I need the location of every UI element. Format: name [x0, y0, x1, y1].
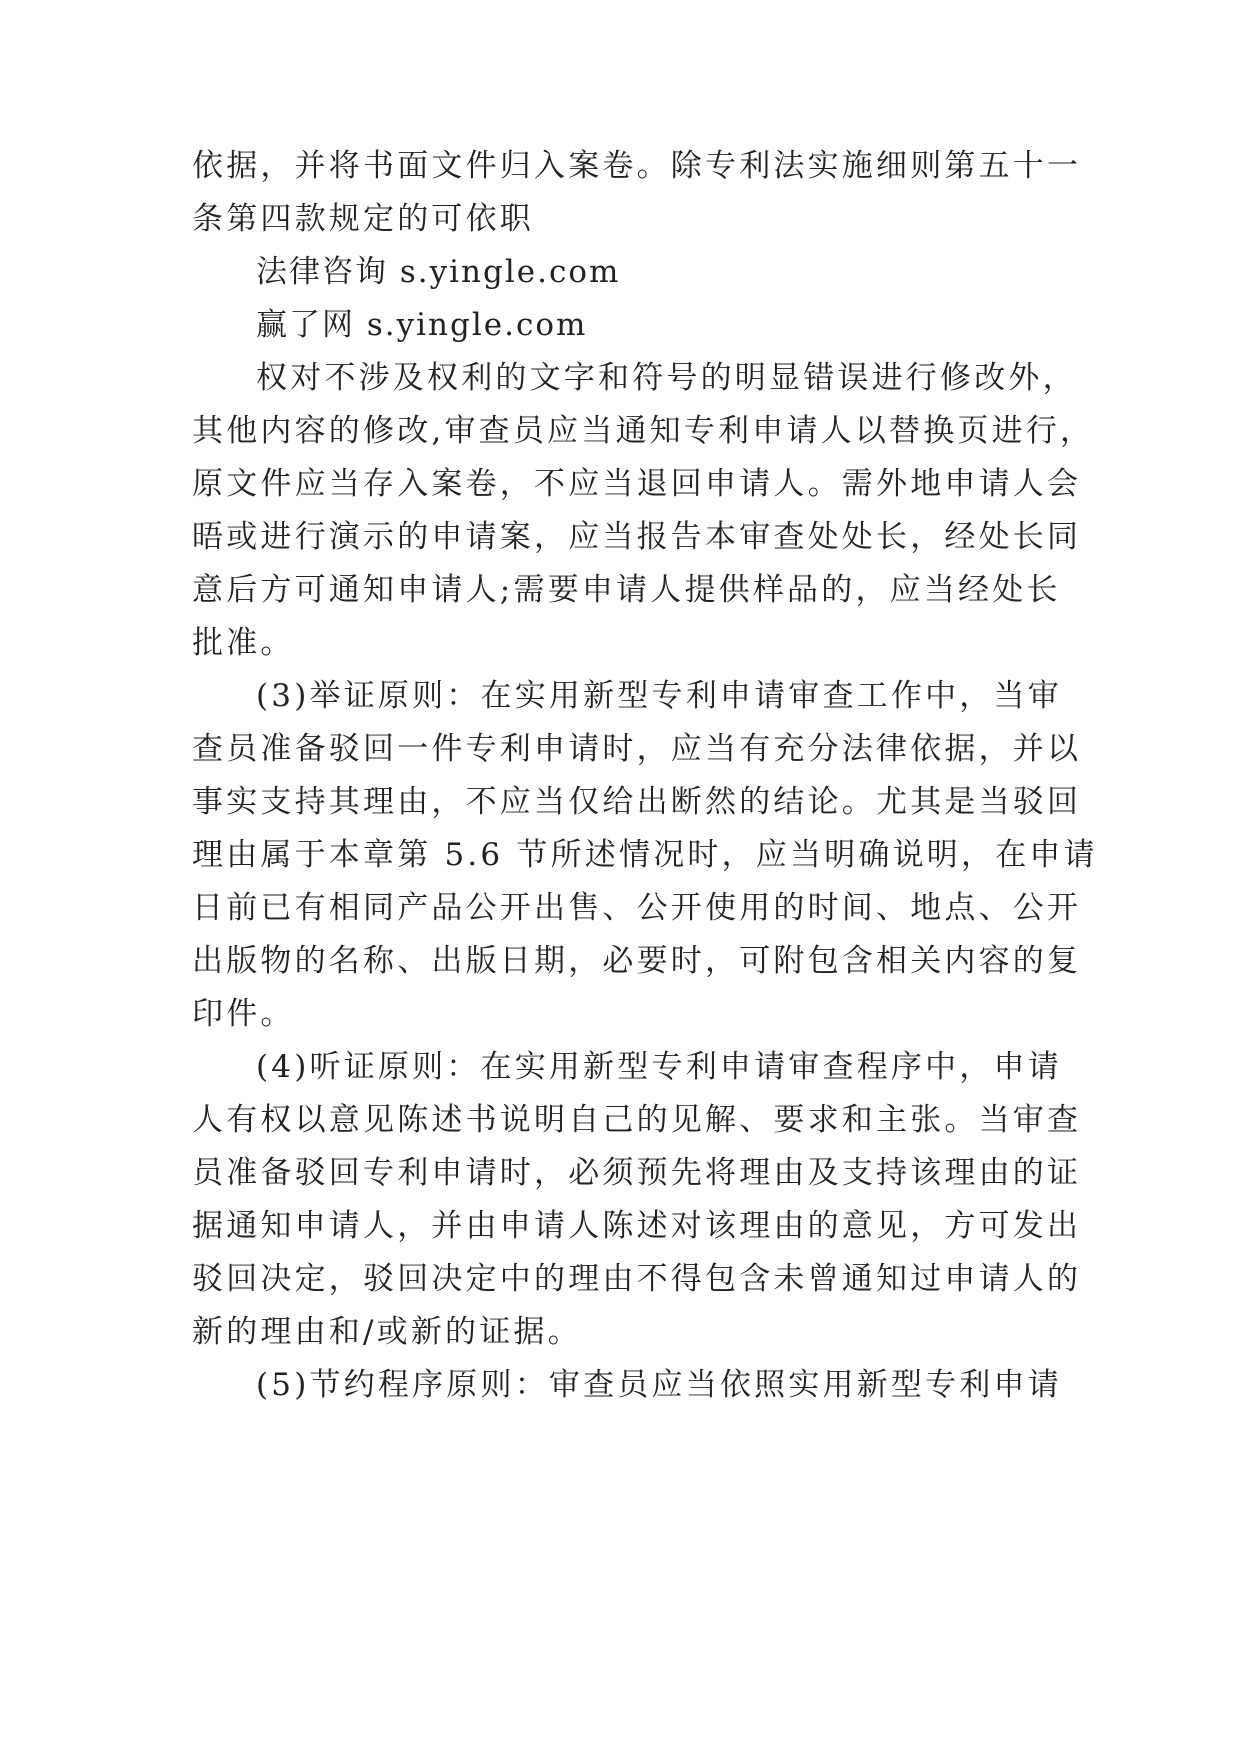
- text-line: (3)举证原则：在实用新型专利申请审查工作中，当审: [256, 678, 1062, 714]
- text-line: 新的理由和/或新的证据。: [192, 1314, 582, 1350]
- text-line: 其他内容的修改,审查员应当通知专利申请人以替换页进行，: [192, 413, 1095, 449]
- text-line: (5)节约程序原则：审查员应当依照实用新型专利申请: [256, 1367, 1062, 1403]
- text-line: 晤或进行演示的申请案，应当报告本审查处处长，经处长同: [192, 519, 1082, 555]
- text-line: 事实支持其理由，不应当仅给出断然的结论。尤其是当驳回: [192, 784, 1082, 820]
- text-line: (4)听证原则：在实用新型专利申请审查程序中，申请: [256, 1049, 1062, 1085]
- text-line: 原文件应当存入案卷，不应当退回申请人。需外地申请人会: [192, 466, 1082, 502]
- text-line: 据通知申请人，并由申请人陈述对该理由的意见，方可发出: [192, 1208, 1082, 1244]
- text-line: 权对不涉及权利的文字和符号的明显错误进行修改外，: [256, 360, 1077, 396]
- text-line: 赢了网 s.yingle.com: [256, 307, 588, 343]
- text-line: 依据，并将书面文件归入案卷。除专利法实施细则第五十一: [192, 148, 1082, 184]
- text-line: 人有权以意见陈述书说明自己的见解、要求和主张。当审查: [192, 1102, 1082, 1138]
- text-line: 日前已有相同产品公开出售、公开使用的时间、地点、公开: [192, 890, 1082, 926]
- text-line: 意后方可通知申请人;需要申请人提供样品的，应当经处长: [192, 572, 1061, 608]
- text-line: 理由属于本章第 5.6 节所述情况时，应当明确说明，在申请: [192, 837, 1098, 873]
- text-line: 查员准备驳回一件专利申请时，应当有充分法律依据，并以: [192, 731, 1082, 767]
- text-line: 驳回决定，驳回决定中的理由不得包含未曾通知过申请人的: [192, 1261, 1082, 1297]
- text-line: 法律咨询 s.yingle.com: [256, 254, 621, 290]
- text-line: 印件。: [192, 996, 295, 1032]
- text-line: 员准备驳回专利申请时，必须预先将理由及支持该理由的证: [192, 1155, 1082, 1191]
- text-line: 批准。: [192, 625, 295, 661]
- text-line: 条第四款规定的可依职: [192, 201, 534, 237]
- text-line: 出版物的名称、出版日期，必要时，可附包含相关内容的复: [192, 943, 1082, 979]
